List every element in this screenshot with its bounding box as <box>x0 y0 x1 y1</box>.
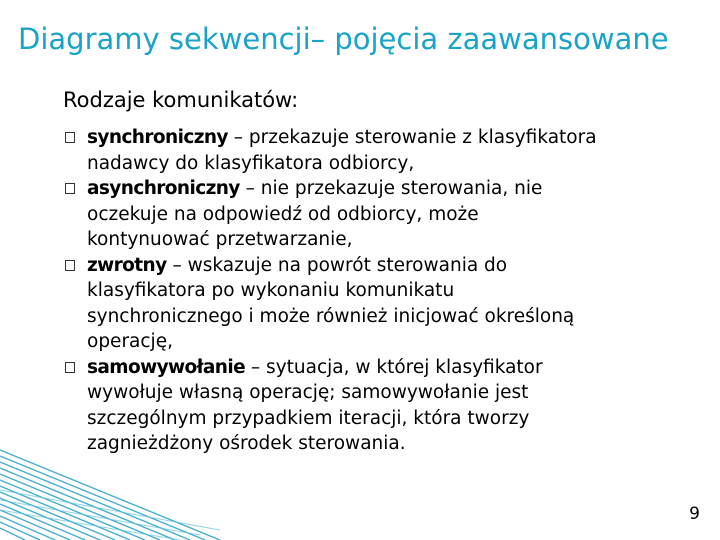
bullet-line: szczególnym przypadkiem iteracji, która tworzy <box>87 407 530 429</box>
bullet-line: wywołuje własną operację; samowywołanie jest <box>87 382 529 403</box>
square-bullet-icon <box>65 260 75 271</box>
bullet-line: zagnieżdżony ośrodek sterowania. <box>87 433 406 454</box>
square-bullet-icon <box>65 183 75 194</box>
bullet-line <box>87 253 703 279</box>
bullet-text: – nie przekazuje sterowania, nie <box>239 178 543 199</box>
bullet-list <box>63 125 703 457</box>
bullet-line: oczekuje na odpowiedź od odbiorcy, może <box>87 203 479 225</box>
page-number: 9 <box>689 504 700 524</box>
bullet-line: klasyfikatora po wykonaniu komunikatu <box>87 280 455 301</box>
bullet-term: zwrotny <box>87 254 167 276</box>
bullet-text: – wskazuje na powrót sterowania do <box>166 254 508 276</box>
square-bullet-icon <box>65 362 75 373</box>
bullet-term: samowywołanie <box>87 356 246 378</box>
bullet-item-zwrotny <box>63 253 703 355</box>
bullet-line: synchronicznego i może również inicjować określoną <box>87 305 575 327</box>
bullet-line: kontynuować przetwarzanie, <box>87 229 353 250</box>
bullet-item-asynchroniczny <box>63 176 703 253</box>
bullet-text: – przekazuje sterowanie z klasyfikatora <box>227 127 597 148</box>
decorative-ray-lines <box>0 430 220 540</box>
bullet-term: asynchroniczny <box>87 178 240 199</box>
slide-title: Diagramy sekwencji– pojęcia zaawansowane <box>18 22 669 56</box>
slide-subtitle: Rodzaje komunikatów: <box>63 88 299 112</box>
bullet-line <box>87 176 703 202</box>
bullet-text: – sytuacja, w której klasyfikator <box>245 356 543 378</box>
bullet-term: synchroniczny <box>87 127 228 148</box>
bullet-line: operację, <box>87 331 173 352</box>
bullet-line: nadawcy do klasyfikatora odbiorcy, <box>87 152 415 174</box>
bullet-line <box>87 125 703 151</box>
bullet-item-synchroniczny <box>63 125 703 176</box>
bullet-line <box>87 355 703 381</box>
square-bullet-icon <box>65 132 75 143</box>
